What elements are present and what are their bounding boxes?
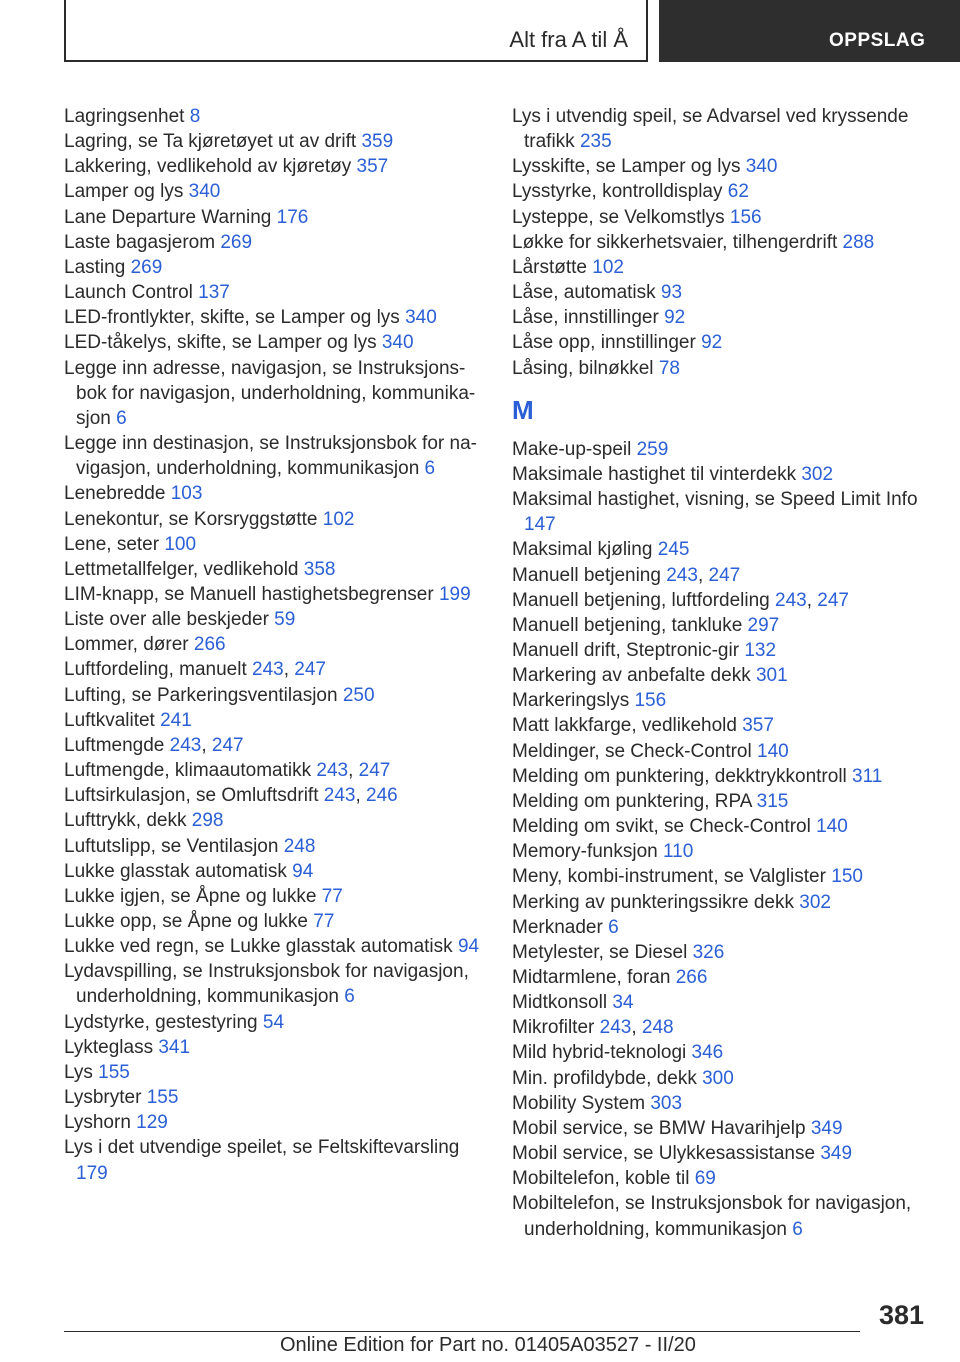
page-reference-link[interactable]: 6 bbox=[792, 1218, 803, 1240]
page-reference-link[interactable]: 235 bbox=[579, 131, 612, 153]
page-reference-link[interactable]: 199 bbox=[438, 583, 471, 605]
page-reference-link[interactable]: 243 bbox=[252, 659, 284, 681]
page-reference-link[interactable]: 340 bbox=[381, 332, 414, 354]
index-entry: Mikrofilter 243, 248 bbox=[512, 1017, 674, 1039]
index-entry bbox=[512, 154, 932, 179]
index-entry bbox=[64, 834, 484, 859]
index-term: LED-tåkelys, skifte, se Lamper og lys bbox=[64, 332, 377, 354]
index-term: Memory-funksjon bbox=[512, 841, 658, 863]
index-entry bbox=[512, 613, 932, 638]
page-reference-link[interactable]: 315 bbox=[756, 790, 789, 812]
index-term: Låse, innstillinger bbox=[512, 307, 659, 329]
index-entry bbox=[64, 230, 484, 255]
index-term: Lykteglass bbox=[64, 1036, 154, 1058]
index-entry bbox=[512, 713, 932, 738]
page-reference-link[interactable]: 250 bbox=[342, 684, 375, 706]
index-entry: Luftsirkulasjon, se Omluftsdrift 243, 246 bbox=[64, 785, 398, 807]
index-entry bbox=[512, 940, 932, 965]
index-entry bbox=[64, 129, 484, 154]
page-reference-link[interactable]: 243 bbox=[599, 1017, 632, 1039]
index-entry bbox=[512, 487, 932, 537]
index-term: Lane Departure Warning bbox=[64, 206, 272, 228]
index-term: Lårstøtte bbox=[512, 256, 587, 278]
index-entry bbox=[512, 280, 932, 305]
index-term: Mikrofilter bbox=[512, 1017, 595, 1039]
page-number: 381 bbox=[878, 1300, 924, 1330]
index-entry bbox=[512, 915, 932, 940]
index-group-l bbox=[512, 104, 932, 381]
page-reference-link[interactable]: 77 bbox=[321, 885, 343, 907]
index-entry bbox=[64, 808, 484, 833]
page-reference-link[interactable]: 241 bbox=[160, 709, 192, 731]
index-entry bbox=[64, 431, 484, 481]
page-reference-link[interactable]: 298 bbox=[191, 810, 224, 832]
index-entry bbox=[64, 708, 484, 733]
page-reference-link[interactable]: 247 bbox=[358, 760, 391, 782]
page-reference-link[interactable]: 326 bbox=[692, 941, 725, 963]
index-term: Mobiltelefon, se Instruksjonsbok for navigasjon, underholdning, kommunikasjon bbox=[512, 1193, 912, 1240]
index-term: LED-frontlykter, skifte, se Lamper og lys bbox=[64, 307, 400, 329]
index-term: Lagring, se Ta kjøretøyet ut av drift bbox=[64, 131, 357, 153]
index-term: Luftfordeling, manuelt bbox=[64, 659, 247, 681]
chapter-tab-label: OPPSLAG bbox=[829, 30, 926, 51]
page-reference-link[interactable]: 54 bbox=[262, 1011, 285, 1033]
index-entry bbox=[512, 179, 932, 204]
index-entry bbox=[64, 557, 484, 582]
page-reference-link[interactable]: 156 bbox=[634, 690, 667, 712]
index-term: Lukke igjen, se Åpne og lukke bbox=[64, 885, 317, 907]
index-term: Maksimale hastighet til vinterdekk bbox=[512, 463, 797, 485]
page-reference-link[interactable]: 340 bbox=[188, 181, 221, 203]
index-term: Lamper og lys bbox=[64, 181, 184, 203]
page-reference-link[interactable]: 78 bbox=[658, 357, 680, 379]
section-letter-heading: M bbox=[512, 394, 534, 425]
page-reference-link[interactable]: 357 bbox=[742, 715, 774, 737]
index-entry bbox=[512, 839, 932, 864]
index-term: Lysteppe, se Velkomstlys bbox=[512, 206, 725, 228]
page-reference-link[interactable]: 247 bbox=[211, 734, 244, 756]
page-reference-link[interactable]: 6 bbox=[424, 458, 436, 480]
page-reference-link[interactable]: 94 bbox=[457, 936, 480, 958]
index-term: Min. profildybde, dekk bbox=[512, 1067, 697, 1089]
page-reference-link[interactable]: 92 bbox=[664, 307, 686, 329]
index-term: Matt lakkfarge, vedlikehold bbox=[512, 715, 737, 737]
index-term: Lysbryter bbox=[64, 1087, 142, 1109]
page-reference-link[interactable]: 349 bbox=[810, 1117, 843, 1139]
index-entry bbox=[64, 481, 484, 506]
page-reference-link[interactable]: 69 bbox=[694, 1168, 716, 1190]
index-entry: Luftmengde 243, 247 bbox=[64, 734, 244, 756]
page-reference-link[interactable]: 129 bbox=[136, 1112, 168, 1134]
chapter-tab bbox=[659, 0, 960, 62]
index-entry bbox=[512, 1191, 932, 1241]
index-column-left bbox=[64, 104, 484, 1186]
index-entry bbox=[64, 305, 484, 330]
index-term: Manuell betjening, tankluke bbox=[512, 614, 743, 636]
page-reference-link[interactable]: 77 bbox=[313, 911, 335, 932]
page-reference-link[interactable]: 243 bbox=[775, 589, 807, 611]
page-reference-link[interactable]: 179 bbox=[76, 1162, 108, 1184]
index-entry bbox=[64, 959, 484, 1009]
page-reference-link[interactable]: 156 bbox=[729, 206, 762, 228]
page-reference-link[interactable]: 247 bbox=[708, 564, 741, 586]
index-term: Markeringslys bbox=[512, 690, 630, 712]
index-term: Mobiltelefon, koble til bbox=[512, 1168, 690, 1190]
page-reference-link[interactable]: 6 bbox=[116, 407, 127, 429]
index-term: Maksimal hastighet, visning, se Speed Limit Info bbox=[512, 489, 918, 511]
page-reference-link[interactable]: 297 bbox=[747, 614, 780, 636]
page-reference-link[interactable]: 269 bbox=[220, 231, 253, 253]
index-term: Metylester, se Diesel bbox=[512, 941, 688, 963]
index-entry bbox=[512, 462, 932, 487]
page-reference-link[interactable]: 140 bbox=[757, 740, 789, 762]
index-term: Meldinger, se Check-Control bbox=[512, 740, 752, 762]
index-entry bbox=[64, 205, 484, 230]
page-reference-link[interactable]: 103 bbox=[170, 483, 203, 505]
index-term: Lysskifte, se Lamper og lys bbox=[512, 156, 741, 178]
page-reference-link[interactable]: 137 bbox=[198, 282, 230, 304]
page-reference-link[interactable]: 62 bbox=[727, 181, 749, 203]
index-term: Manuell betjening bbox=[512, 564, 661, 586]
index-term: Markering av anbefalte dekk bbox=[512, 665, 751, 687]
page-reference-link[interactable]: 176 bbox=[276, 206, 309, 228]
index-entry bbox=[64, 1135, 484, 1185]
index-entry bbox=[64, 104, 484, 129]
index-term: Luftmengde, klimaautomatikk bbox=[64, 760, 312, 782]
index-entry: Manuell betjening, luftfordeling 243, 247 bbox=[512, 589, 849, 611]
index-term: Lys i det utvendige speilet, se Feltskiftevarsling bbox=[64, 1137, 460, 1159]
index-term: Mobility System bbox=[512, 1092, 646, 1114]
index-entry: Luftfordeling, manuelt 243, 247 bbox=[64, 659, 326, 681]
index-term: Lukke ved regn, se Lukke glasstak automatisk bbox=[64, 936, 453, 958]
index-entry bbox=[64, 356, 484, 431]
index-entry bbox=[512, 965, 932, 990]
page-reference-link[interactable]: 155 bbox=[98, 1061, 130, 1083]
index-entry bbox=[64, 582, 484, 607]
page-reference-link[interactable]: 302 bbox=[799, 891, 831, 913]
index-entry bbox=[64, 1060, 484, 1085]
index-term: Lukke glasstak automatisk bbox=[64, 860, 287, 882]
page-reference-link[interactable]: 340 bbox=[405, 307, 437, 329]
index-entry bbox=[64, 683, 484, 708]
page-reference-link[interactable]: 246 bbox=[366, 785, 398, 807]
page-reference-link[interactable]: 301 bbox=[755, 665, 788, 687]
page-reference-link[interactable]: 248 bbox=[283, 835, 316, 857]
index-group-m bbox=[512, 437, 932, 1242]
index-term: Liste over alle beskjeder bbox=[64, 609, 269, 631]
index-entry bbox=[512, 230, 932, 255]
index-entry bbox=[64, 179, 484, 204]
page-reference-link[interactable]: 349 bbox=[820, 1143, 853, 1165]
index-entry bbox=[512, 1040, 932, 1065]
page-reference-link[interactable]: 100 bbox=[164, 533, 197, 555]
index-term: Lommer, dører bbox=[64, 634, 189, 656]
index-entry bbox=[64, 532, 484, 557]
index-term: Lakkering, vedlikehold av kjøretøy bbox=[64, 156, 352, 178]
index-entry bbox=[64, 255, 484, 280]
page-reference-link[interactable]: 269 bbox=[130, 256, 163, 278]
index-entry bbox=[64, 632, 484, 657]
index-term: Lydstyrke, gestestyring bbox=[64, 1011, 258, 1033]
index-term: Lettmetallfelger, vedlikehold bbox=[64, 558, 299, 580]
page-reference-link[interactable]: 357 bbox=[356, 156, 389, 178]
page-reference-link[interactable]: 302 bbox=[801, 463, 834, 485]
index-term: Lydavspilling, se Instruksjonsbok for navigasjon, underholdning, kommunikasjon bbox=[64, 961, 469, 1008]
page-reference-link[interactable]: 155 bbox=[146, 1087, 179, 1109]
index-entry bbox=[512, 890, 932, 915]
index-term: Merking av punkteringssikre dekk bbox=[512, 891, 794, 913]
index-entry bbox=[64, 884, 484, 909]
page-reference-link[interactable]: 259 bbox=[636, 438, 669, 460]
index-term: Lene, seter bbox=[64, 533, 160, 555]
index-entry bbox=[64, 934, 484, 959]
page-reference-link[interactable]: 8 bbox=[189, 106, 201, 127]
index-entry bbox=[512, 205, 932, 230]
index-column-right bbox=[512, 104, 932, 1242]
index-entry bbox=[512, 305, 932, 330]
index-term: Luftsirkulasjon, se Omluftsdrift bbox=[64, 785, 319, 807]
index-term: Luftutslipp, se Ventilasjon bbox=[64, 835, 279, 857]
page-reference-link[interactable]: 150 bbox=[831, 866, 863, 888]
index-entry bbox=[512, 330, 932, 355]
index-entry bbox=[64, 154, 484, 179]
index-term: Låse opp, innstillinger bbox=[512, 332, 696, 354]
index-entry bbox=[512, 814, 932, 839]
page-reference-link[interactable]: 243 bbox=[323, 785, 356, 807]
page-reference-link[interactable]: 266 bbox=[675, 967, 708, 988]
index-term: Luftkvalitet bbox=[64, 709, 155, 731]
page-reference-link[interactable]: 288 bbox=[842, 231, 875, 253]
index-entry bbox=[512, 638, 932, 663]
page-reference-link[interactable]: 359 bbox=[361, 131, 394, 153]
section-title: Alt fra A til Å bbox=[509, 27, 628, 52]
page-reference-link[interactable]: 247 bbox=[294, 659, 326, 681]
index-entry bbox=[512, 864, 932, 889]
page-reference-link[interactable]: 311 bbox=[852, 765, 883, 787]
index-entry bbox=[512, 1141, 932, 1166]
page-reference-link[interactable]: 245 bbox=[657, 539, 690, 561]
index-term: Lufttrykk, dekk bbox=[64, 810, 187, 832]
index-entry bbox=[64, 1010, 484, 1035]
page-reference-link[interactable]: 266 bbox=[193, 634, 226, 656]
index-entry bbox=[512, 255, 932, 280]
index-term: Mobil service, se BMW Havarihjelp bbox=[512, 1117, 806, 1139]
page-reference-link[interactable]: 132 bbox=[744, 639, 777, 661]
index-term: Manuell drift, Steptronic-gir bbox=[512, 639, 740, 661]
page-reference-link[interactable]: 247 bbox=[817, 589, 849, 611]
index-entry bbox=[64, 1035, 484, 1060]
index-term: Midtarmlene, foran bbox=[512, 967, 671, 988]
edition-note: Online Edition for Part no. 01405A03527 - II/20 bbox=[280, 1334, 696, 1356]
index-entry: Luftmengde, klimaautomatikk 243, 247 bbox=[64, 760, 391, 782]
page-reference-link[interactable]: 59 bbox=[274, 609, 296, 631]
index-term: Lukke opp, se Åpne og lukke bbox=[64, 911, 309, 932]
page-reference-link[interactable]: 147 bbox=[524, 514, 556, 536]
index-entry bbox=[512, 764, 932, 789]
index-term: Melding om svikt, se Check-Control bbox=[512, 816, 811, 838]
page-reference-link[interactable]: 93 bbox=[660, 282, 683, 304]
page-reference-link[interactable]: 94 bbox=[292, 860, 314, 882]
index-term: Mobil service, se Ulykkesassistanse bbox=[512, 1143, 816, 1165]
index-term: Merknader bbox=[512, 916, 603, 938]
page-reference-link[interactable]: 92 bbox=[701, 332, 723, 354]
page-reference-link[interactable]: 248 bbox=[641, 1017, 674, 1039]
index-entry bbox=[512, 104, 932, 154]
index-term: Launch Control bbox=[64, 282, 193, 304]
index-term: Lys i utvendig speil, se Advarsel ved kryssende trafikk bbox=[512, 106, 909, 153]
index-term: Legge inn destinasjon, se Instruksjonsbok for navigasjon, underholdning, kommunikasjon bbox=[64, 433, 477, 480]
index-entry bbox=[64, 1110, 484, 1135]
page-reference-link[interactable]: 341 bbox=[158, 1036, 191, 1058]
index-term: Lagringsenhet bbox=[64, 106, 185, 127]
page-reference-link[interactable]: 243 bbox=[169, 734, 202, 756]
index-entry bbox=[64, 909, 484, 934]
index-term: Lysstyrke, kontrolldisplay bbox=[512, 181, 723, 203]
index-term: Melding om punktering, RPA bbox=[512, 790, 752, 812]
index-term: Lenekontur, se Korsryggstøtte bbox=[64, 508, 318, 530]
index-entry bbox=[512, 688, 932, 713]
index-entry bbox=[512, 1091, 932, 1116]
running-header bbox=[64, 0, 648, 62]
index-entry bbox=[512, 1166, 932, 1191]
index-term: Manuell betjening, luftfordeling bbox=[512, 589, 770, 611]
index-entry bbox=[512, 789, 932, 814]
index-entry bbox=[512, 437, 932, 462]
page-reference-link[interactable]: 346 bbox=[691, 1042, 724, 1064]
footer-divider bbox=[64, 1331, 860, 1332]
index-entry: Manuell betjening 243, 247 bbox=[512, 564, 741, 586]
index-entry bbox=[512, 739, 932, 764]
index-entry bbox=[512, 1066, 932, 1091]
index-term: LIM-knapp, se Manuell hastighetsbegrenser bbox=[64, 583, 434, 605]
page-reference-link[interactable]: 102 bbox=[592, 256, 624, 278]
index-term: Lenebredde bbox=[64, 483, 166, 505]
index-entry bbox=[512, 990, 932, 1015]
index-term: Melding om punktering, dekktrykkontroll bbox=[512, 765, 847, 787]
index-entry bbox=[512, 356, 932, 381]
page-reference-link[interactable]: 243 bbox=[666, 564, 698, 586]
index-term: Meny, kombi-instrument, se Valglister bbox=[512, 866, 826, 888]
index-term: Make-up-speil bbox=[512, 438, 632, 460]
page-reference-link[interactable]: 6 bbox=[344, 986, 355, 1008]
page-reference-link[interactable]: 303 bbox=[650, 1092, 683, 1114]
index-term: Låse, automatisk bbox=[512, 282, 656, 304]
index-term: Mild hybrid-teknologi bbox=[512, 1042, 687, 1064]
index-entry bbox=[64, 280, 484, 305]
index-term: Låsing, bilnøkkel bbox=[512, 357, 654, 379]
page-reference-link[interactable]: 340 bbox=[745, 156, 778, 178]
index-entry bbox=[512, 537, 932, 562]
index-term: Legge inn adresse, navigasjon, se Instruksjonsbok for navigasjon, underholdning, kommunikasjon bbox=[64, 357, 476, 429]
page-reference-link[interactable]: 300 bbox=[702, 1067, 734, 1089]
index-term: Lyshorn bbox=[64, 1112, 131, 1134]
index-term: Laste bagasjerom bbox=[64, 231, 216, 253]
index-term: Midtkonsoll bbox=[512, 992, 608, 1014]
page-reference-link[interactable]: 140 bbox=[816, 816, 848, 838]
page-reference-link[interactable]: 6 bbox=[608, 916, 619, 938]
page-reference-link[interactable]: 243 bbox=[316, 760, 349, 782]
index-term: Lufting, se Parkeringsventilasjon bbox=[64, 684, 338, 706]
index-entry bbox=[64, 1085, 484, 1110]
index-entry bbox=[64, 507, 484, 532]
index-term: Maksimal kjøling bbox=[512, 539, 653, 561]
index-term: Luftmengde bbox=[64, 734, 165, 756]
index-term: Lys bbox=[64, 1061, 93, 1083]
index-entry bbox=[64, 330, 484, 355]
index-term: Løkke for sikkerhetsvaier, tilhengerdrift bbox=[512, 231, 838, 253]
page-reference-link[interactable]: 358 bbox=[303, 558, 336, 580]
index-entry bbox=[64, 859, 484, 884]
page-reference-link[interactable]: 102 bbox=[322, 508, 355, 530]
page-reference-link[interactable]: 34 bbox=[612, 992, 634, 1014]
index-entry bbox=[64, 607, 484, 632]
index-entry bbox=[512, 663, 932, 688]
page-reference-link[interactable]: 110 bbox=[663, 841, 694, 863]
index-term: Lasting bbox=[64, 256, 126, 278]
index-entry bbox=[512, 1116, 932, 1141]
